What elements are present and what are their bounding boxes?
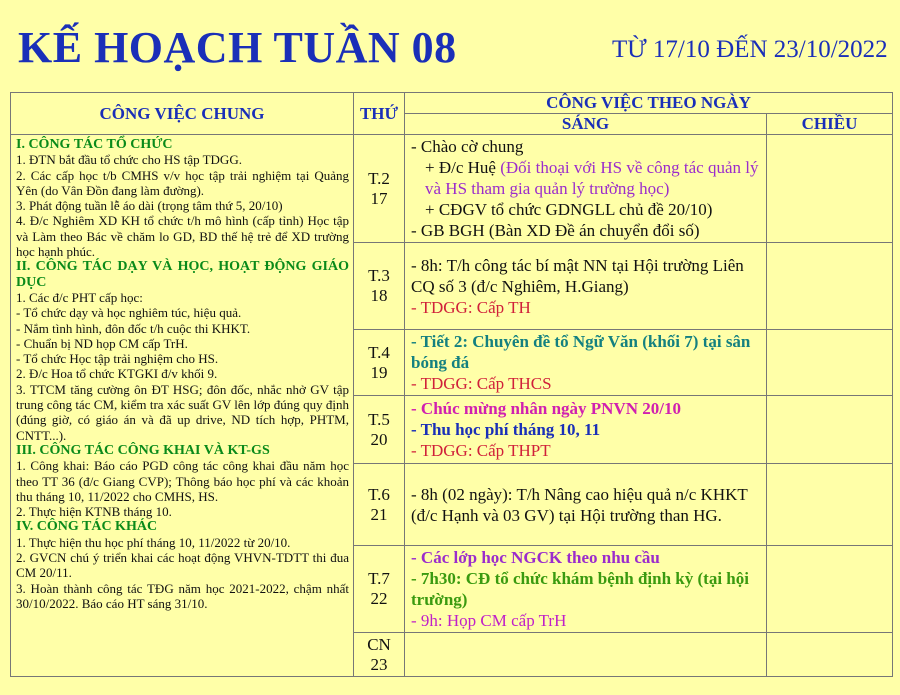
general-item: 1. Các đ/c PHT cấp học:	[16, 289, 143, 305]
header-afternoon: CHIỀU	[767, 114, 893, 135]
morning-cell	[405, 633, 767, 677]
section-heading: II. CÔNG TÁC DẠY VÀ HỌC, HOẠT ĐỘNG GIÁO DỤC	[16, 259, 349, 290]
date-range: TỪ 17/10 ĐẾN 23/10/2022	[612, 36, 888, 63]
general-item: - Chuẩn bị ND họp CM cấp TrH.	[16, 335, 188, 351]
day-date: 18	[370, 286, 388, 305]
day-date: 20	[370, 429, 388, 449]
header-daily: CÔNG VIỆC THEO NGÀY	[405, 93, 893, 114]
morning-task: - TDGG: Cấp THCS	[411, 374, 552, 393]
task-fragment: + Đ/c Huệ	[425, 158, 501, 177]
morning-task: - Chúc mừng nhân ngày PNVN 20/10	[411, 399, 681, 418]
morning-task: - TDGG: Cấp THPT	[411, 441, 551, 460]
task-fragment: (Đối thoại với HS về công tác quản lý và HS tham gia quản lý trường học)	[425, 158, 759, 198]
header-morning: SÁNG	[405, 114, 767, 135]
morning-cell	[405, 243, 767, 330]
day-name: T.5	[368, 409, 390, 429]
afternoon-cell	[767, 464, 893, 546]
morning-cell	[405, 464, 767, 546]
general-item: 3. Hoàn thành công tác TĐG năm học 2021-2022, chậm nhất 30/10/2022. Báo cáo HT sáng 31/10.	[16, 580, 349, 611]
day-name: T.6	[368, 484, 390, 504]
general-item: 2. Thực hiện KTNB tháng 10.	[16, 504, 172, 520]
afternoon-cell	[767, 633, 893, 677]
day-cell	[354, 546, 405, 633]
morning-task: - GB BGH (Bàn XD Đề án chuyển đổi số)	[411, 221, 700, 240]
morning-cell	[405, 135, 767, 243]
morning-task: - Tiết 2: Chuyên đề tổ Ngữ Văn (khối 7) tại sân bóng đá	[411, 332, 751, 372]
morning-task: - TDGG: Cấp TH	[411, 297, 531, 317]
general-item: - Tổ chức Học tập trải nghiệm cho HS.	[16, 351, 219, 367]
general-item: - Nắm tình hình, đôn đốc t/h cuộc thi KHKT.	[16, 320, 251, 336]
general-item: 2. Đ/c Hoa tổ chức KTGKI đ/v khối 9.	[16, 366, 218, 382]
morning-task: - 8h: T/h công tác bí mật NN tại Hội trường Liên CQ số 3 (đ/c Nghiêm, H.Giang)	[411, 255, 744, 296]
day-cell	[354, 633, 405, 677]
page-title: KẾ HOẠCH TUẦN 08	[18, 23, 457, 72]
day-cell	[354, 464, 405, 546]
day-cell	[354, 330, 405, 396]
section-heading: IV. CÔNG TÁC KHÁC	[16, 519, 158, 535]
morning-task: - Thu học phí tháng 10, 11	[411, 420, 601, 439]
header-day: THỨ	[354, 93, 405, 135]
general-item: 3. TTCM tăng cường ôn ĐT HSG; đôn đốc, nhắc nhở GV tập trung công tác CM, kiểm tra xác suất GV lên lớp đúng quy định (đúng giờ, có giáo án và đã up drive, ND tích hợp, PHTM, CNTT...).	[16, 381, 349, 443]
general-item: 3. Phát động tuần lễ áo dài (trọng tâm thứ 5, 20/10)	[16, 198, 283, 214]
day-date: 22	[370, 589, 388, 608]
morning-task: - Các lớp học NGCK theo nhu cầu	[411, 548, 660, 567]
day-date: 19	[370, 362, 388, 382]
general-work-cell	[11, 135, 354, 677]
day-name: T.7	[368, 569, 390, 588]
general-item: 1. ĐTN bắt đầu tổ chức cho HS tập TDGG.	[16, 152, 242, 168]
morning-task: + CĐGV tổ chức GDNGLL chủ đề 20/10)	[425, 200, 713, 219]
morning-cell	[405, 396, 767, 464]
morning-cell	[405, 330, 767, 396]
section-heading: III. CÔNG TÁC CÔNG KHAI VÀ KT-GS	[16, 442, 270, 458]
morning-task: - Chào cờ chung	[411, 137, 524, 156]
day-cell	[354, 396, 405, 464]
general-item: 1. Công khai: Báo cáo PGD công tác công khai đầu năm học theo TT 36 (đ/c Giang CVP); Thông báo học phí và các khoản thu tháng 10, 11/2022 cho CMHS, HS.	[16, 458, 349, 504]
day-date: 23	[370, 654, 388, 674]
morning-task: - 8h (02 ngày): T/h Nâng cao hiệu quả n/c KHKT (đ/c Hạnh và 03 GV) tại Hội trường than HG.	[411, 484, 748, 525]
morning-cell	[405, 546, 767, 633]
afternoon-cell	[767, 243, 893, 330]
day-name: T.3	[368, 266, 390, 285]
day-name: T.4	[368, 342, 390, 362]
morning-task: - 7h30: CĐ tổ chức khám bệnh định kỳ (tại hội trường)	[411, 569, 749, 609]
afternoon-cell	[767, 135, 893, 243]
day-name: CN	[367, 634, 391, 654]
day-cell	[354, 243, 405, 330]
general-item: 2. GVCN chú ý triển khai các hoạt động VHVN-TDTT thi đua CM 20/11.	[16, 550, 349, 581]
section-heading: I. CÔNG TÁC TỔ CHỨC	[16, 137, 173, 152]
weekly-plan-table	[10, 92, 893, 677]
day-date: 17	[370, 188, 388, 208]
afternoon-cell	[767, 546, 893, 633]
morning-task	[411, 157, 762, 199]
general-item: 2. Các cấp học t/b CMHS v/v học tập trải nghiệm tại Quảng Yên (do Vân Đồn đang làm đường).	[16, 167, 349, 198]
morning-task: - 9h: Họp CM cấp TrH	[411, 611, 567, 630]
day-name: T.2	[368, 168, 390, 188]
general-item: - Tổ chức dạy và học nghiêm túc, hiệu quả.	[16, 305, 242, 321]
afternoon-cell	[767, 396, 893, 464]
day-date: 21	[370, 504, 388, 524]
general-item: 1. Thực hiện thu học phí tháng 10, 11/2022 từ 20/10.	[16, 534, 291, 550]
general-item: 4. Đ/c Nghiêm XD KH tổ chức t/h mô hình (cấp tỉnh) Học tập và Làm theo Bác về chăm lo GD, BD thế hệ trẻ để XD trường học hạnh phúc.	[16, 213, 349, 260]
header-general: CÔNG VIỆC CHUNG	[11, 93, 354, 135]
afternoon-cell	[767, 330, 893, 396]
day-cell	[354, 135, 405, 243]
